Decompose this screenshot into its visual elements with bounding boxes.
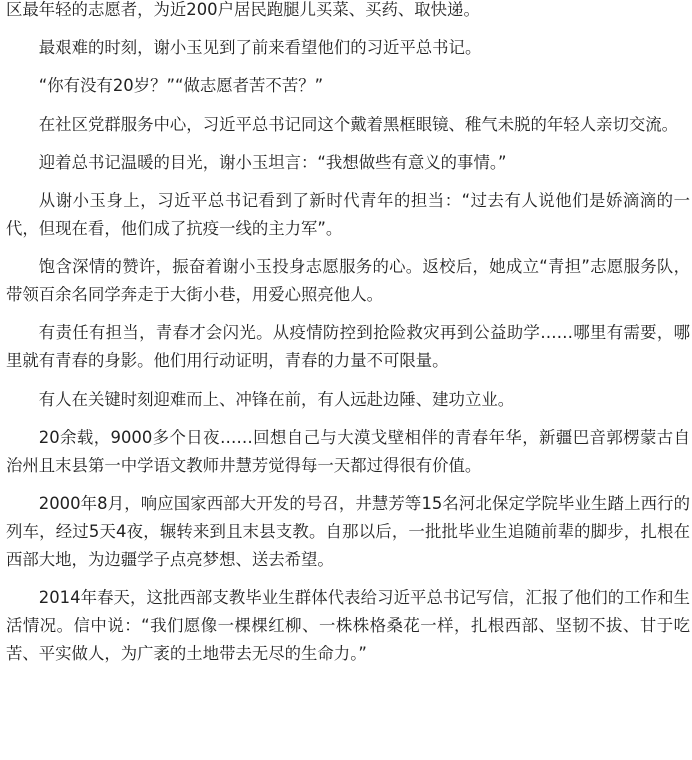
paragraph-2: 最艰难的时刻，谢小玉见到了前来看望他们的习近平总书记。 [38, 38, 482, 58]
paragraph-5: 迎着总书记温暖的目光，谢小玉坦言：“我想做些有意义的事情。” [38, 152, 507, 172]
paragraph-4: 在社区党群服务中心，习近平总书记同这个戴着黑框眼镜、稚气未脱的年轻人亲切交流。 [38, 114, 679, 134]
paragraph-10: 20余载，9000多个日夜……回想自己与大漠戈壁相伴的青春年华，新疆巴音郭楞蒙古自治州且末县第一中学语文教师井慧芳觉得每一天都过得很有价值。 [6, 427, 690, 475]
paragraph-9: 有人在关键时刻迎难而上、冲锋在前，有人远赴边陲、建功立业。 [38, 389, 515, 409]
paragraph-3: “你有没有20岁？”“做志愿者苦不苦？” [38, 76, 324, 96]
paragraph-7: 饱含深情的赞许，振奋着谢小玉投身志愿服务的心。返校后，她成立“青担”志愿服务队，带领百余名同学奔走于大街小巷，用爱心照亮他人。 [6, 257, 690, 305]
paragraph-11: 2000年8月，响应国家西部大开发的号召，井慧芳等15名河北保定学院毕业生踏上西行的列车，经过5天4夜，辗转来到且末县支教。自那以后，一批批毕业生追随前辈的脚步，扎根在西部大地，为边疆学子点亮梦想、送去希望。 [6, 493, 690, 569]
article-body [6, 0, 690, 678]
paragraph-1: 区最年轻的志愿者，为近200户居民跑腿儿买菜、买药、取快递。 [6, 0, 480, 19]
paragraph-6: 从谢小玉身上，习近平总书记看到了新时代青年的担当：“过去有人说他们是娇滴滴的一代，但现在看，他们成了抗疫一线的主力军”。 [6, 190, 690, 238]
paragraph-12: 2014年春天，这批西部支教毕业生群体代表给习近平总书记写信，汇报了他们的工作和生活情况。信中说：“我们愿像一棵棵红柳、一株株格桑花一样，扎根西部、坚韧不拔、甘于吃苦、平实做人，为广袤的土地带去无尽的生命力。” [6, 588, 690, 664]
paragraph-8: 有责任有担当，青春才会闪光。从疫情防控到抢险救灾再到公益助学……哪里有需要，哪里就有青春的身影。他们用行动证明，青春的力量不可限量。 [6, 323, 690, 371]
